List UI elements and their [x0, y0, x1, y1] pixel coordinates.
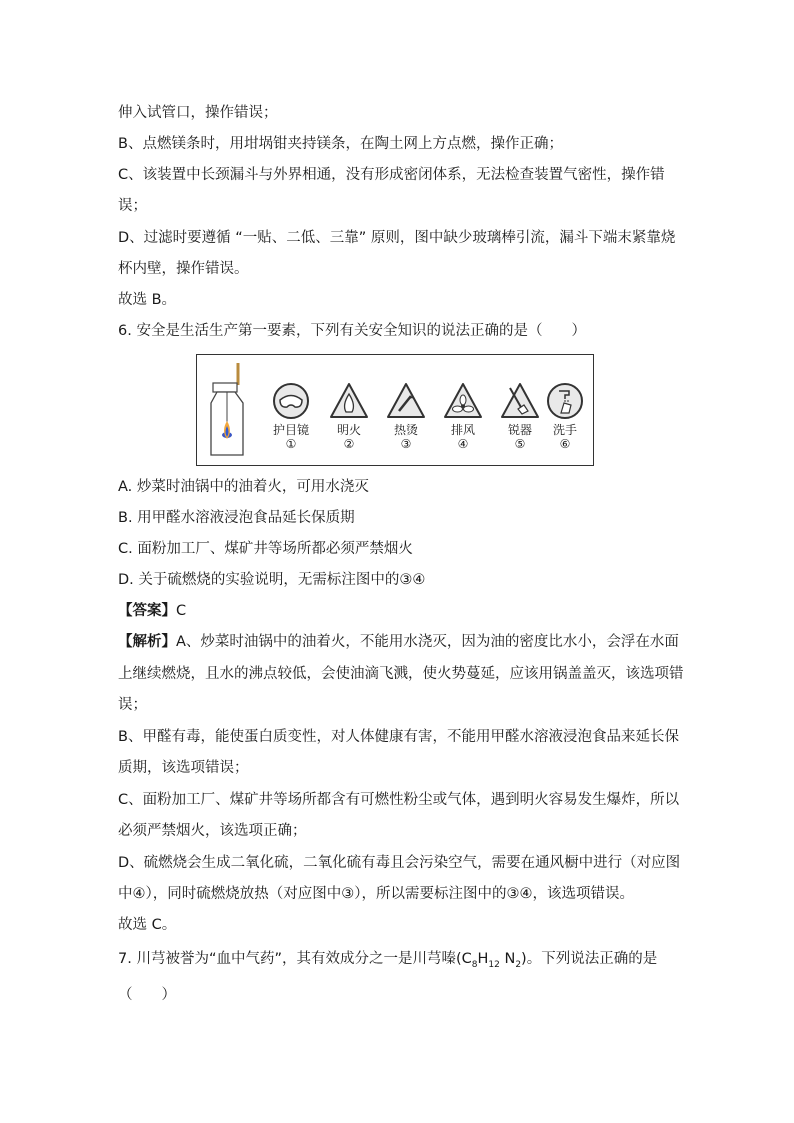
text-line: B、甲醛有毒，能使蛋白质变性，对人体健康有害，不能用甲醛水溶液浸泡食品来延长保: [118, 729, 679, 745]
analysis-text: A、炒菜时油锅中的油着火，不能用水浇灭，因为油的密度比水小，会浮在水面: [176, 634, 679, 650]
symbol-label: 明火: [336, 423, 361, 437]
sharp-tool-icon: [500, 381, 540, 421]
safety-figure: [196, 354, 594, 466]
flask-with-flame-icon: [203, 359, 249, 459]
symbol-wash-hands: [541, 381, 589, 451]
text-line: 杯内壁，操作错误。: [118, 261, 249, 277]
text-line: 误；: [118, 697, 147, 713]
option-b: B. 用甲醛水溶液浸泡食品延长保质期: [118, 510, 355, 526]
formula-element: C: [461, 951, 472, 967]
symbol-number: ①: [285, 437, 297, 451]
text-line: D、硫燃烧会生成二氧化硫，二氧化硫有毒且会污染空气，需要在通风橱中进行（对应图: [118, 855, 681, 871]
answer-paren: （ ）: [118, 987, 176, 1003]
symbol-number: ③: [400, 437, 412, 451]
symbol-sharp-objects: [496, 381, 544, 451]
text-line: C、该装置中长颈漏斗与外界相通，没有形成密闭体系，无法检查装置气密性，操作错: [118, 167, 665, 183]
hot-surface-icon: [386, 381, 426, 421]
chemical-formula: [461, 951, 522, 970]
symbol-goggles: [267, 381, 315, 451]
text-line: 质期，该选项错误；: [118, 760, 249, 776]
symbol-label: 护目镜: [272, 423, 309, 437]
wash-hands-icon: [545, 381, 585, 421]
text-line: 中④），同时硫燃烧放热（对应图中③），所以需要标注图中的③④，该选项错误。: [118, 886, 634, 902]
option-c: C. 面粉加工厂、煤矿井等场所都必须严禁烟火: [118, 541, 413, 557]
question-6: 6. 安全是生活生产第一要素，下列有关安全知识的说法正确的是（ ）: [118, 323, 586, 339]
text-line: C、面粉加工厂、煤矿井等场所都含有可燃性粉尘或气体，遇到明火容易发生爆炸，所以: [118, 792, 680, 808]
symbol-ventilation: [439, 381, 487, 451]
symbol-label: 热烫: [393, 423, 418, 437]
symbol-label: 排风: [450, 423, 475, 437]
formula-element: H: [477, 951, 489, 967]
option-d: D. 关于硫燃烧的实验说明，无需标注图中的③④: [118, 572, 426, 588]
text-line: 故选 C。: [118, 917, 177, 933]
text-line: B、点燃镁条时，用坩埚钳夹持镁条，在陶土网上方点燃，操作正确；: [118, 136, 563, 152]
symbol-hot-surface: [382, 381, 430, 451]
goggles-icon: [271, 381, 311, 421]
analysis-label: 【解析】: [118, 634, 176, 650]
symbol-number: ⑤: [514, 437, 526, 451]
fan-icon: [443, 381, 483, 421]
question-7: [118, 949, 657, 975]
symbol-open-flame: [325, 381, 373, 451]
formula-subscript: 2: [515, 959, 522, 970]
answer-label: 【答案】: [118, 603, 176, 619]
text-line: 上继续燃烧，且水的沸点较低，会使油滴飞溅，使火势蔓延，应该用锅盖盖灭，该选项错: [118, 666, 684, 682]
text-line: 必须严禁烟火，该选项正确；: [118, 823, 307, 839]
text-line: 故选 B。: [118, 292, 177, 308]
formula-subscript: 12: [488, 959, 500, 970]
symbol-number: ⑥: [559, 437, 571, 451]
answer-value: C: [176, 603, 187, 619]
text-line: D、过滤时要遵循 “一贴、二低、三靠” 原则，图中缺少玻璃棒引流，漏斗下端末紧靠烧: [118, 230, 676, 246]
symbol-number: ②: [343, 437, 355, 451]
flame-icon: [329, 381, 369, 421]
symbol-number: ④: [457, 437, 469, 451]
text-line: 误；: [118, 198, 147, 214]
symbol-label: 洗手: [552, 423, 577, 437]
text-line: 伸入试管口，操作错误；: [118, 105, 278, 121]
symbol-label: 锐器: [507, 423, 532, 437]
q7-text: 7. 川芎被誉为“血中气药”，其有效成分之一是川芎嗪(: [118, 951, 462, 967]
q7-text: )。下列说法正确的是: [521, 951, 658, 967]
answer-line: [118, 601, 186, 621]
formula-element: N: [504, 951, 516, 967]
option-a: A. 炒菜时油锅中的油着火，可用水浇灭: [118, 479, 369, 495]
formula-subscript: 8: [471, 959, 478, 970]
analysis-line: [118, 632, 679, 652]
